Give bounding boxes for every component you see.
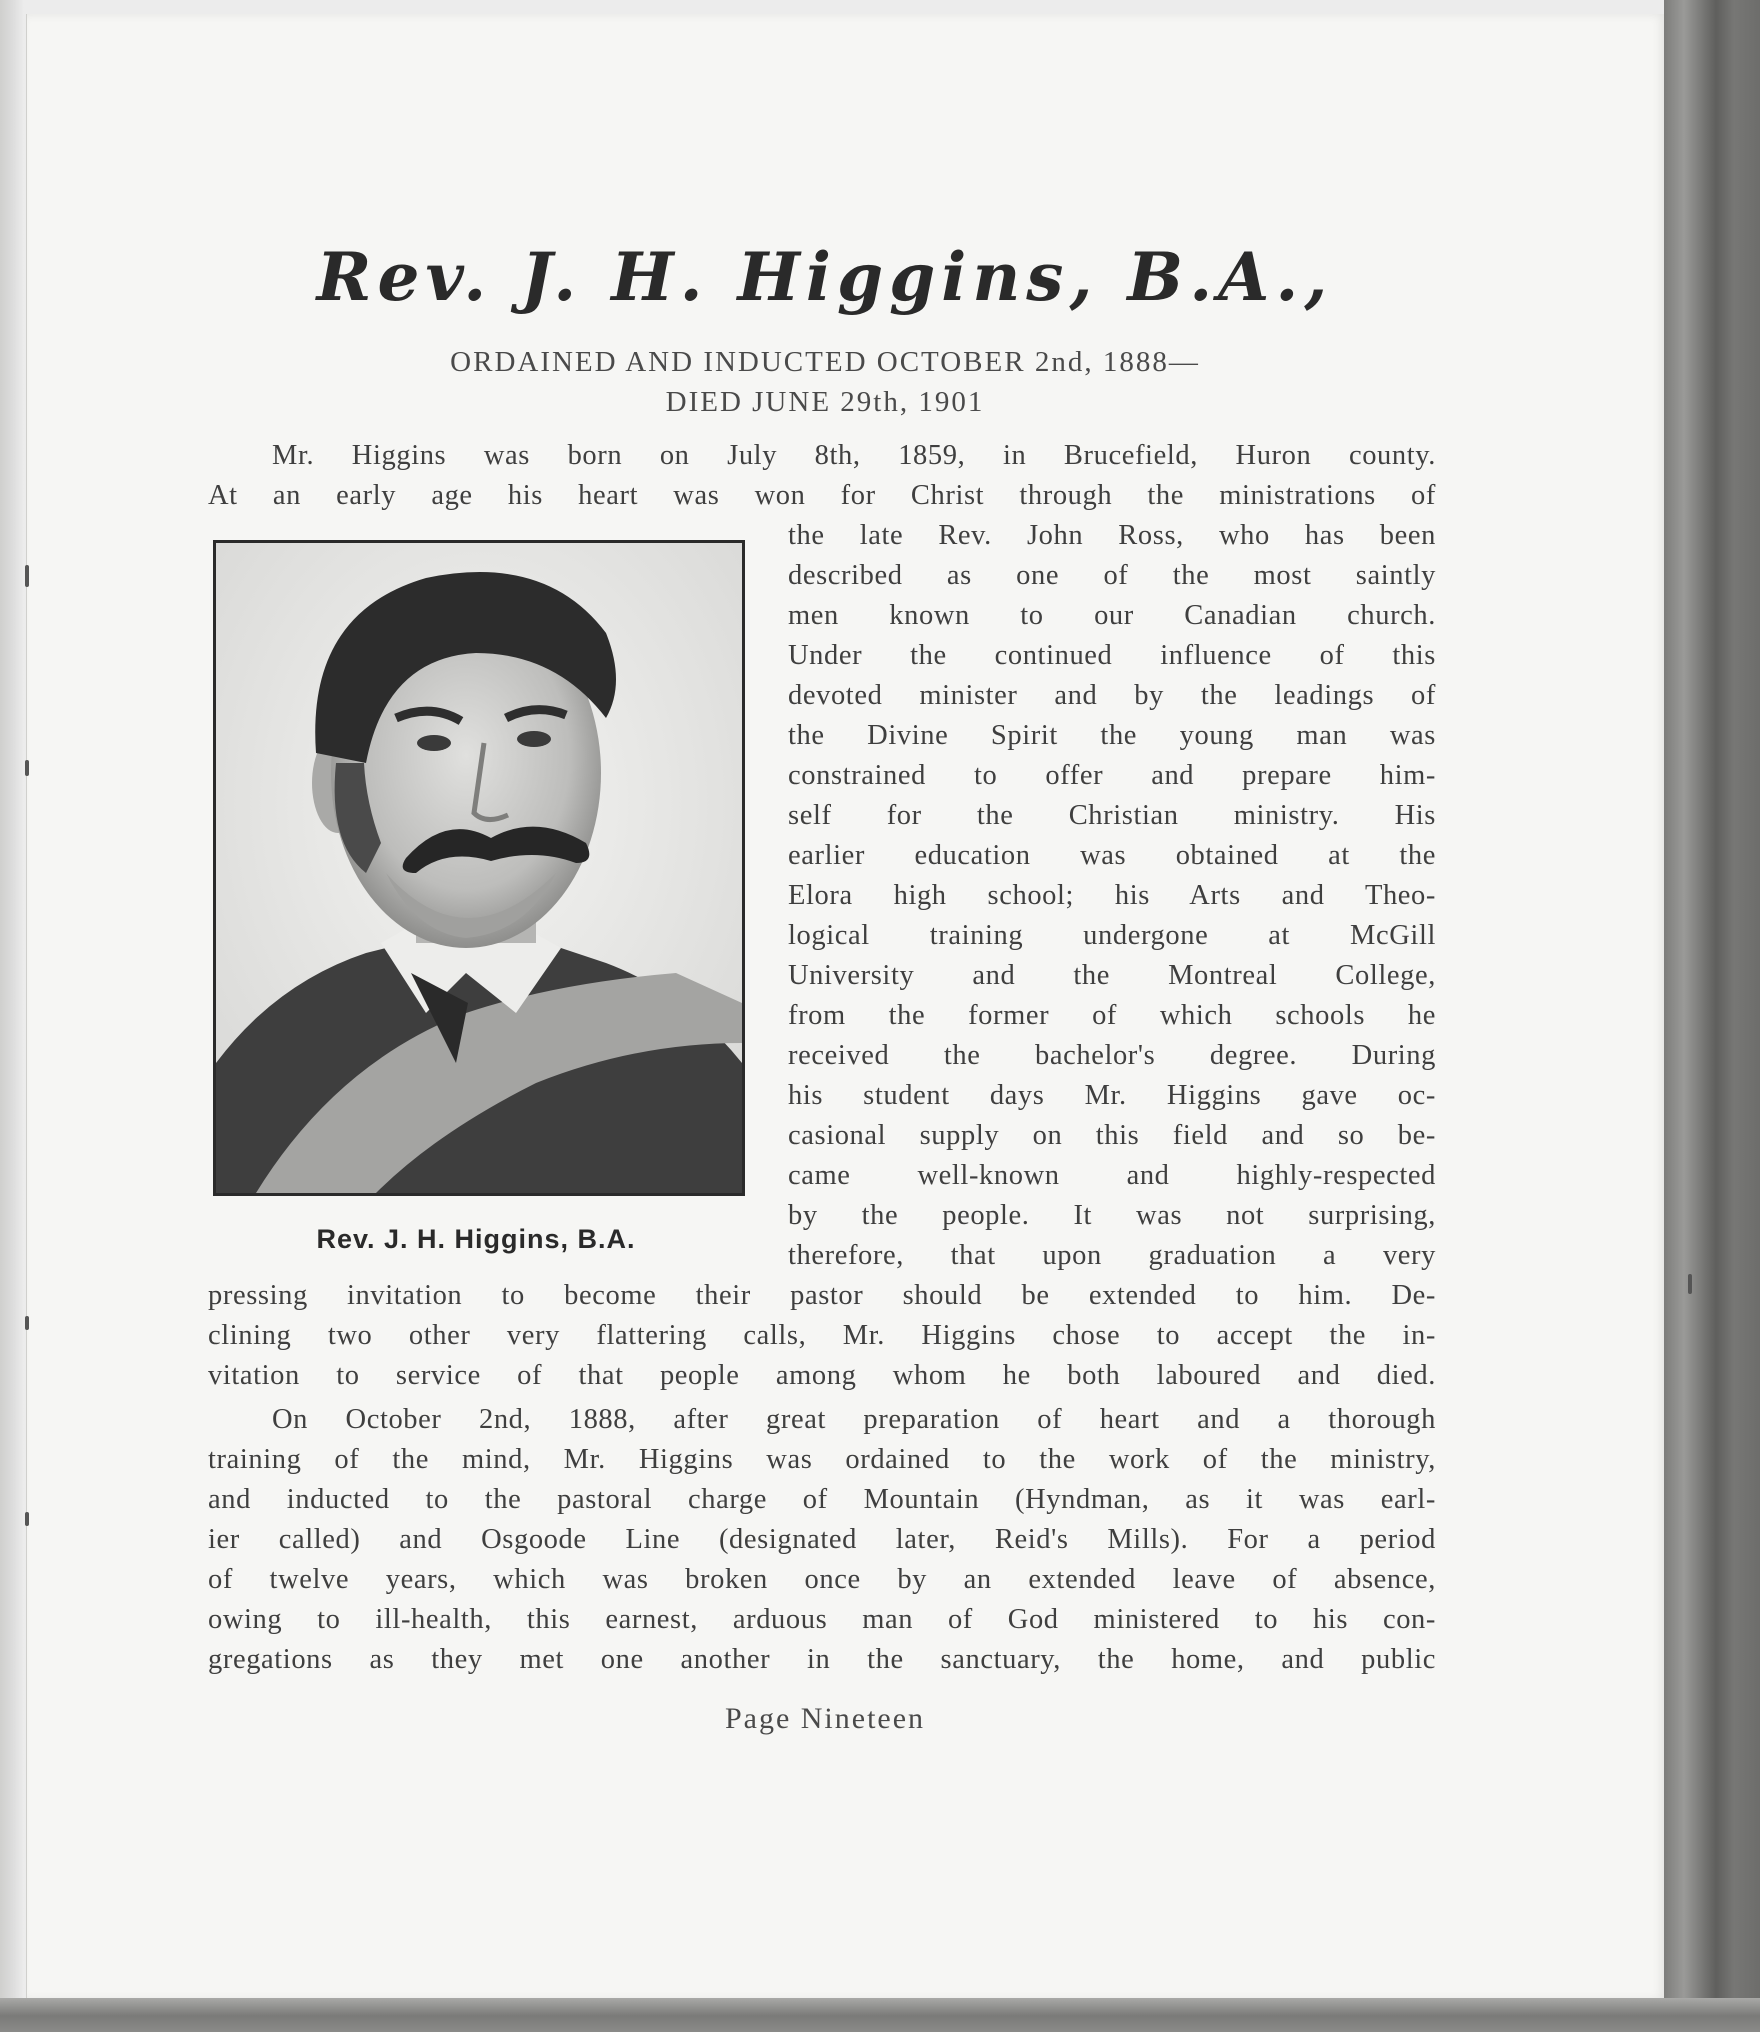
- book-binding-edge: [1664, 0, 1760, 2032]
- page-title: Rev. J. H. Higgins, B.A.,: [316, 238, 1334, 316]
- body-text-line: earlier education was obtained at the: [788, 840, 1436, 871]
- margin-mark: [1688, 1274, 1692, 1294]
- margin-mark: [25, 565, 29, 587]
- body-text-line: the late Rev. John Ross, who has been: [788, 520, 1436, 551]
- portrait-illustration: [216, 543, 742, 1193]
- body-text-line: Mr. Higgins was born on July 8th, 1859, in Brucefield, Huron county.: [272, 440, 1436, 471]
- body-text-line: therefore, that upon graduation a very: [788, 1240, 1436, 1271]
- portrait-photo: [213, 540, 745, 1196]
- margin-mark: [25, 760, 29, 776]
- body-text-line: men known to our Canadian church.: [788, 600, 1436, 631]
- portrait-caption: Rev. J. H. Higgins, B.A.: [316, 1224, 636, 1254]
- body-text-line: Elora high school; his Arts and Theo-: [788, 880, 1436, 911]
- body-text-line: training of the mind, Mr. Higgins was ordained to the work of the ministry,: [208, 1444, 1436, 1475]
- page-number: Page Nineteen: [724, 1702, 926, 1735]
- subtitle-ordained: ORDAINED AND INDUCTED OCTOBER 2nd, 1888—: [450, 346, 1200, 378]
- subtitle-died: DIED JUNE 29th, 1901: [665, 386, 985, 418]
- body-text-line: by the people. It was not surprising,: [788, 1200, 1436, 1231]
- body-text-line: ier called) and Osgoode Line (designated later, Reid's Mills). For a period: [208, 1524, 1436, 1555]
- body-text-line: On October 2nd, 1888, after great preparation of heart and a thorough: [272, 1404, 1436, 1435]
- body-text-line: received the bachelor's degree. During: [788, 1040, 1436, 1071]
- body-text-line: casional supply on this field and so be-: [788, 1120, 1436, 1151]
- body-text-line: clining two other very flattering calls, Mr. Higgins chose to accept the in-: [208, 1320, 1436, 1351]
- body-text-line: described as one of the most saintly: [788, 560, 1436, 591]
- body-text-line: devoted minister and by the leadings of: [788, 680, 1436, 711]
- body-text-line: logical training undergone at McGill: [788, 920, 1436, 951]
- body-text-line: the Divine Spirit the young man was: [788, 720, 1436, 751]
- body-text-line: self for the Christian ministry. His: [788, 800, 1436, 831]
- body-text-line: came well-known and highly-respected: [788, 1160, 1436, 1191]
- body-text-line: University and the Montreal College,: [788, 960, 1436, 991]
- body-text-line: Under the continued influence of this: [788, 640, 1436, 671]
- body-text-line: his student days Mr. Higgins gave oc-: [788, 1080, 1436, 1111]
- book-bottom-edge: [0, 1998, 1760, 2032]
- body-text-line: owing to ill-health, this earnest, arduous man of God ministered to his con-: [208, 1604, 1436, 1635]
- body-text-line: vitation to service of that people among whom he both laboured and died.: [208, 1360, 1436, 1391]
- body-text-line: from the former of which schools he: [788, 1000, 1436, 1031]
- body-text-line: gregations as they met one another in the sanctuary, the home, and public: [208, 1644, 1436, 1675]
- body-text-line: constrained to offer and prepare him-: [788, 760, 1436, 791]
- margin-mark: [25, 1316, 29, 1330]
- margin-mark: [25, 1512, 29, 1526]
- body-text-line: pressing invitation to become their pastor should be extended to him. De-: [208, 1280, 1436, 1311]
- body-text-line: and inducted to the pastoral charge of Mountain (Hyndman, as it was earl-: [208, 1484, 1436, 1515]
- body-text-line: of twelve years, which was broken once by an extended leave of absence,: [208, 1564, 1436, 1595]
- body-text-line: At an early age his heart was won for Christ through the ministrations of: [208, 480, 1436, 511]
